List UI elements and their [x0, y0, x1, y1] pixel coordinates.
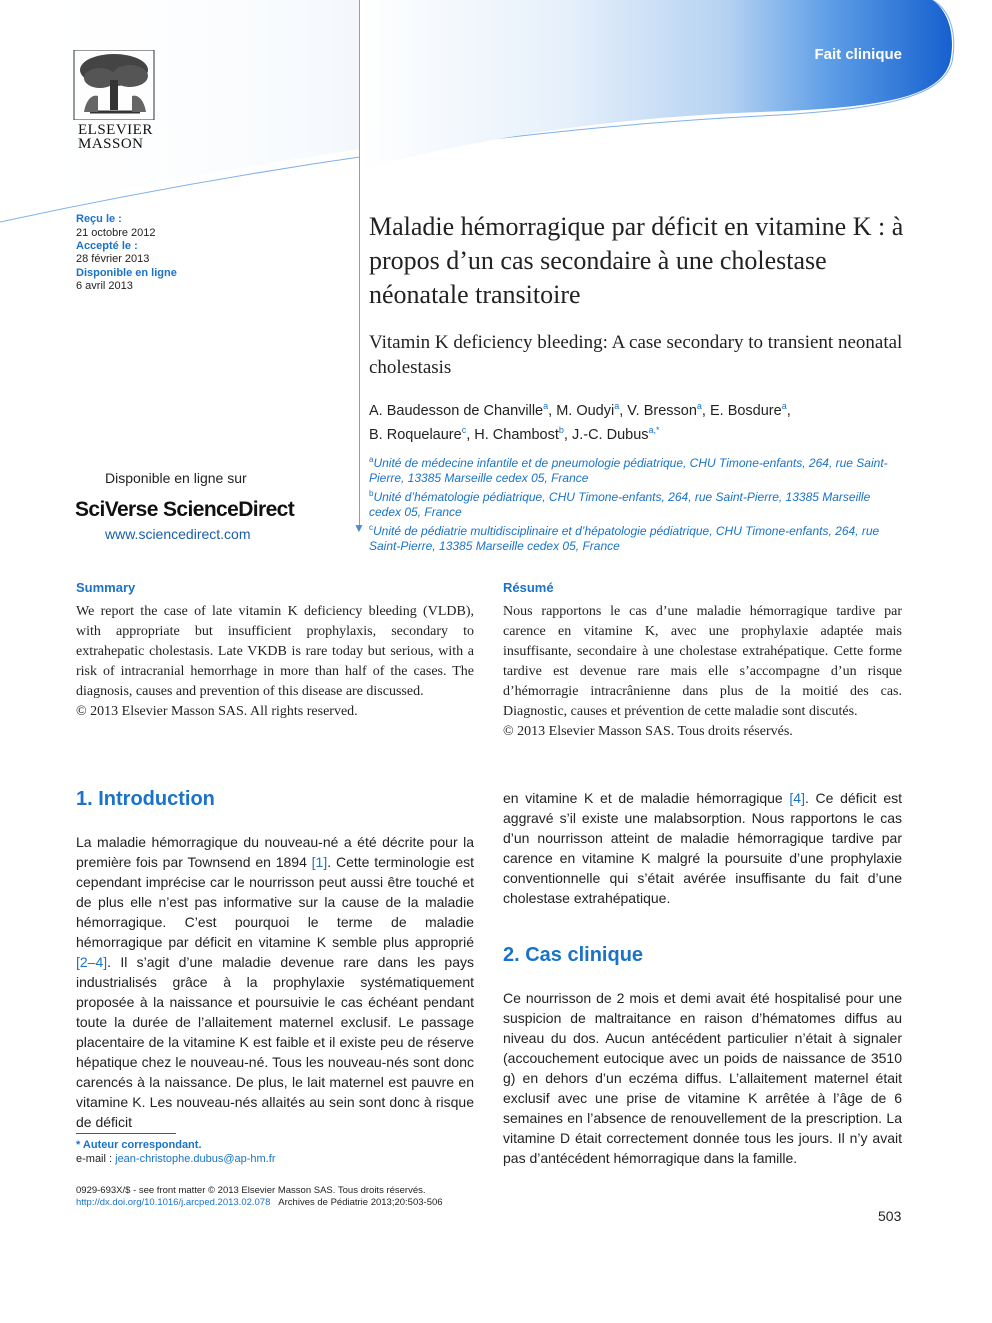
section-label: Fait clinique — [814, 46, 902, 63]
corresponding-author-label: * Auteur correspondant. — [76, 1139, 202, 1151]
author: M. Oudyi — [556, 402, 615, 419]
author-list: A. Baudesson de Chanville$^a$, M. Oudyi$^a$, V. Bresson$^a$, E. Bosdure$^a$, B. Roquelaure$^c$, H. Chambost$^b$, J.-C. Dubus$^{a,*}$ — [369, 401, 791, 443]
accepted-date: 28 février 2013 — [76, 253, 150, 265]
received-label: Reçu le : — [76, 213, 122, 225]
citation-link[interactable]: [2–4] — [76, 954, 108, 970]
online-label: Disponible en ligne — [76, 267, 177, 279]
accepted-label: Accepté le : — [76, 240, 138, 252]
footnote: * Auteur correspondant. e-mail : jean-christophe.dubus@ap-hm.fr — [76, 1139, 276, 1165]
received-date: 21 octobre 2012 — [76, 227, 156, 239]
citation-link[interactable]: [1] — [311, 854, 328, 870]
author: J.-C. Dubus — [571, 426, 649, 443]
author: V. Bresson — [627, 402, 697, 419]
summary-copyright: © 2013 Elsevier Masson SAS. All rights reserved. — [76, 704, 358, 719]
affiliation: $^b$Unité d’hématologie pédiatrique, CHU Timone-enfants, 264, rue Saint-Pierre, 13385 Marseille cedex 05, France — [369, 489, 871, 519]
author: B. Roquelaure — [369, 426, 462, 443]
summary-text: We report the case of late vitamin K deficiency bleeding (VLDB), with appropriate but insufficient prophylaxis, secondary to extrahepatic cholestasis. Late VKDB is rare today but serious, with a risk of intracranial hemorrhage in more than half of the cases. The diagnosis, causes and prevention of this disease are discussed. © 2013 Elsevier Masson SAS. All rights reserved. — [76, 604, 474, 719]
elsevier-tree-logo-icon — [70, 50, 160, 120]
author: A. Baudesson de Chanville — [369, 402, 544, 419]
doi-link[interactable]: http://dx.doi.org/10.1016/j.arcped.2013.02.078 — [76, 1197, 271, 1208]
affiliation: $^c$Unité de pédiatrie multidisciplinaire et d’hépatologie pédiatrique, CHU Timone-enfants, 264, rue Saint-Pierre, 13385 Marseille cedex 05, France — [369, 523, 880, 553]
cas-heading: 2. Cas clinique — [503, 944, 644, 966]
sciencedirect-logo: SciVerse ScienceDirect — [75, 498, 295, 521]
citation-link[interactable]: [4] — [789, 790, 805, 806]
chevron-down-icon: ▼ — [353, 521, 365, 535]
affiliation-list — [369, 452, 904, 554]
intro-paragraph: La maladie hémorragique du nouveau-né a été décrite pour la première fois par Townsend en 1894 [1]. Cette terminologie est cependant imprécise car le nourrisson peut aussi être touché et de plus elle n’est pas informative sur la cause de la maladie hémorragique. C’est pourquoi le terme de maladie hémorragique par déficit en vitamine K semble plus approprié [2–4]. Il s’agit d’une maladie devenue rare dans les pays industrialisés grâce à la prophylaxie systématiquement proposée à la naissance et poursuivie le cas échéant pendant toute la durée de l’allaitement maternel exclusif. Le passage placentaire de la vitamine K est faible et il existe peu de réserve hépatique chez le nouveau-né. Tous les nouveau-nés sont donc carencés à la naissance. De plus, le lait maternel est pauvre en vitamine K. Les nouveau-nés allaités au sein sont donc à risque de déficit — [76, 834, 474, 1130]
summary-heading: Summary — [76, 580, 136, 595]
publisher-name: ELSEVIER — [78, 122, 153, 138]
resume-text: Nous rapportons le cas d’une maladie hémorragique tardive par carence en vitamine K, avec une prophylaxie adaptée mais insuffisante, secondaire à une cholestase extrahépatique. Cette forme tardive est devenue rare mais elle s’accompagne d’un risque d’hémorragie intracrânienne dans plus de la moitié des cas. Diagnostic, causes et prévention de cette maladie sont discutés. © 2013 Elsevier Masson SAS. Tous droits réservés. — [503, 604, 902, 739]
cas-paragraph: Ce nourrisson de 2 mois et demi avait été hospitalisé pour une suspicion de maltraitance en raison d’hématomes diffus au niveau du dos. Aucun antécédent particulier n’était à signaler (accouchement eutocique avec un poids de naissance de 3510 g) en dehors d’un eczéma diffus. L’allaitement maternel était exclusif avec une prise de vitamine K arrêtée à l’âge de 6 semaines en l’absence de renouvellement de la prescription. La vitamine D était correctement donnée tous les jours. Il n’y avait pas d’antécédent hémorragique dans la famille. — [503, 990, 902, 1166]
sciencedirect-link[interactable]: www.sciencedirect.com — [105, 526, 251, 542]
author: H. Chambost — [474, 426, 559, 443]
resume-copyright: © 2013 Elsevier Masson SAS. Tous droits réservés. — [503, 724, 793, 739]
publisher-name-2: MASSON — [78, 136, 144, 152]
available-online-text: Disponible en ligne sur — [105, 470, 247, 486]
page-number: 503 — [878, 1208, 902, 1224]
journal-citation: Archives de Pédiatrie 2013;20:503-506 — [278, 1197, 443, 1208]
intro-paragraph-continued: en vitamine K et de maladie hémorragique [4]. Ce déficit est aggravé s’il existe une malabsorption. Nous rapportons le cas d’un nourrisson atteint de maladie hémorragique tardive par carence en vitamine K malgré la poursuite d’une prophylaxie conventionnelle qui s’était avérée insuffisante du fait d’une cholestase extrahépatique. — [503, 790, 903, 906]
author: E. Bosdure — [709, 402, 782, 419]
vertical-rule — [359, 0, 360, 530]
resume-heading: Résumé — [503, 580, 554, 595]
email-link[interactable]: jean-christophe.dubus@ap-hm.fr — [115, 1153, 276, 1165]
intro-heading: 1. Introduction — [76, 788, 215, 810]
article-title: Maladie hémorragique par déficit en vitamine K : à propos d’un cas secondaire à une cholestase néonatale transitoire — [369, 212, 904, 309]
affiliation: $^a$Unité de médecine infantile et de pneumologie pédiatrique, CHU Timone-enfants, 264, rue Saint-Pierre, 13385 Marseille cedex 05, France — [369, 455, 888, 485]
footnote-rule — [76, 1133, 176, 1134]
online-date: 6 avril 2013 — [76, 280, 133, 292]
article-subtitle: Vitamin K deficiency bleeding: A case secondary to transient neonatal cholestasis — [369, 332, 903, 378]
issn-doi-line: 0929-693X/$ - see front matter © 2013 Elsevier Masson SAS. Tous droits réservés. http://dx.doi.org/10.1016/j.arcped.2013.02.078 Archives de Pédiatrie 2013;20:503-506 — [76, 1185, 443, 1208]
